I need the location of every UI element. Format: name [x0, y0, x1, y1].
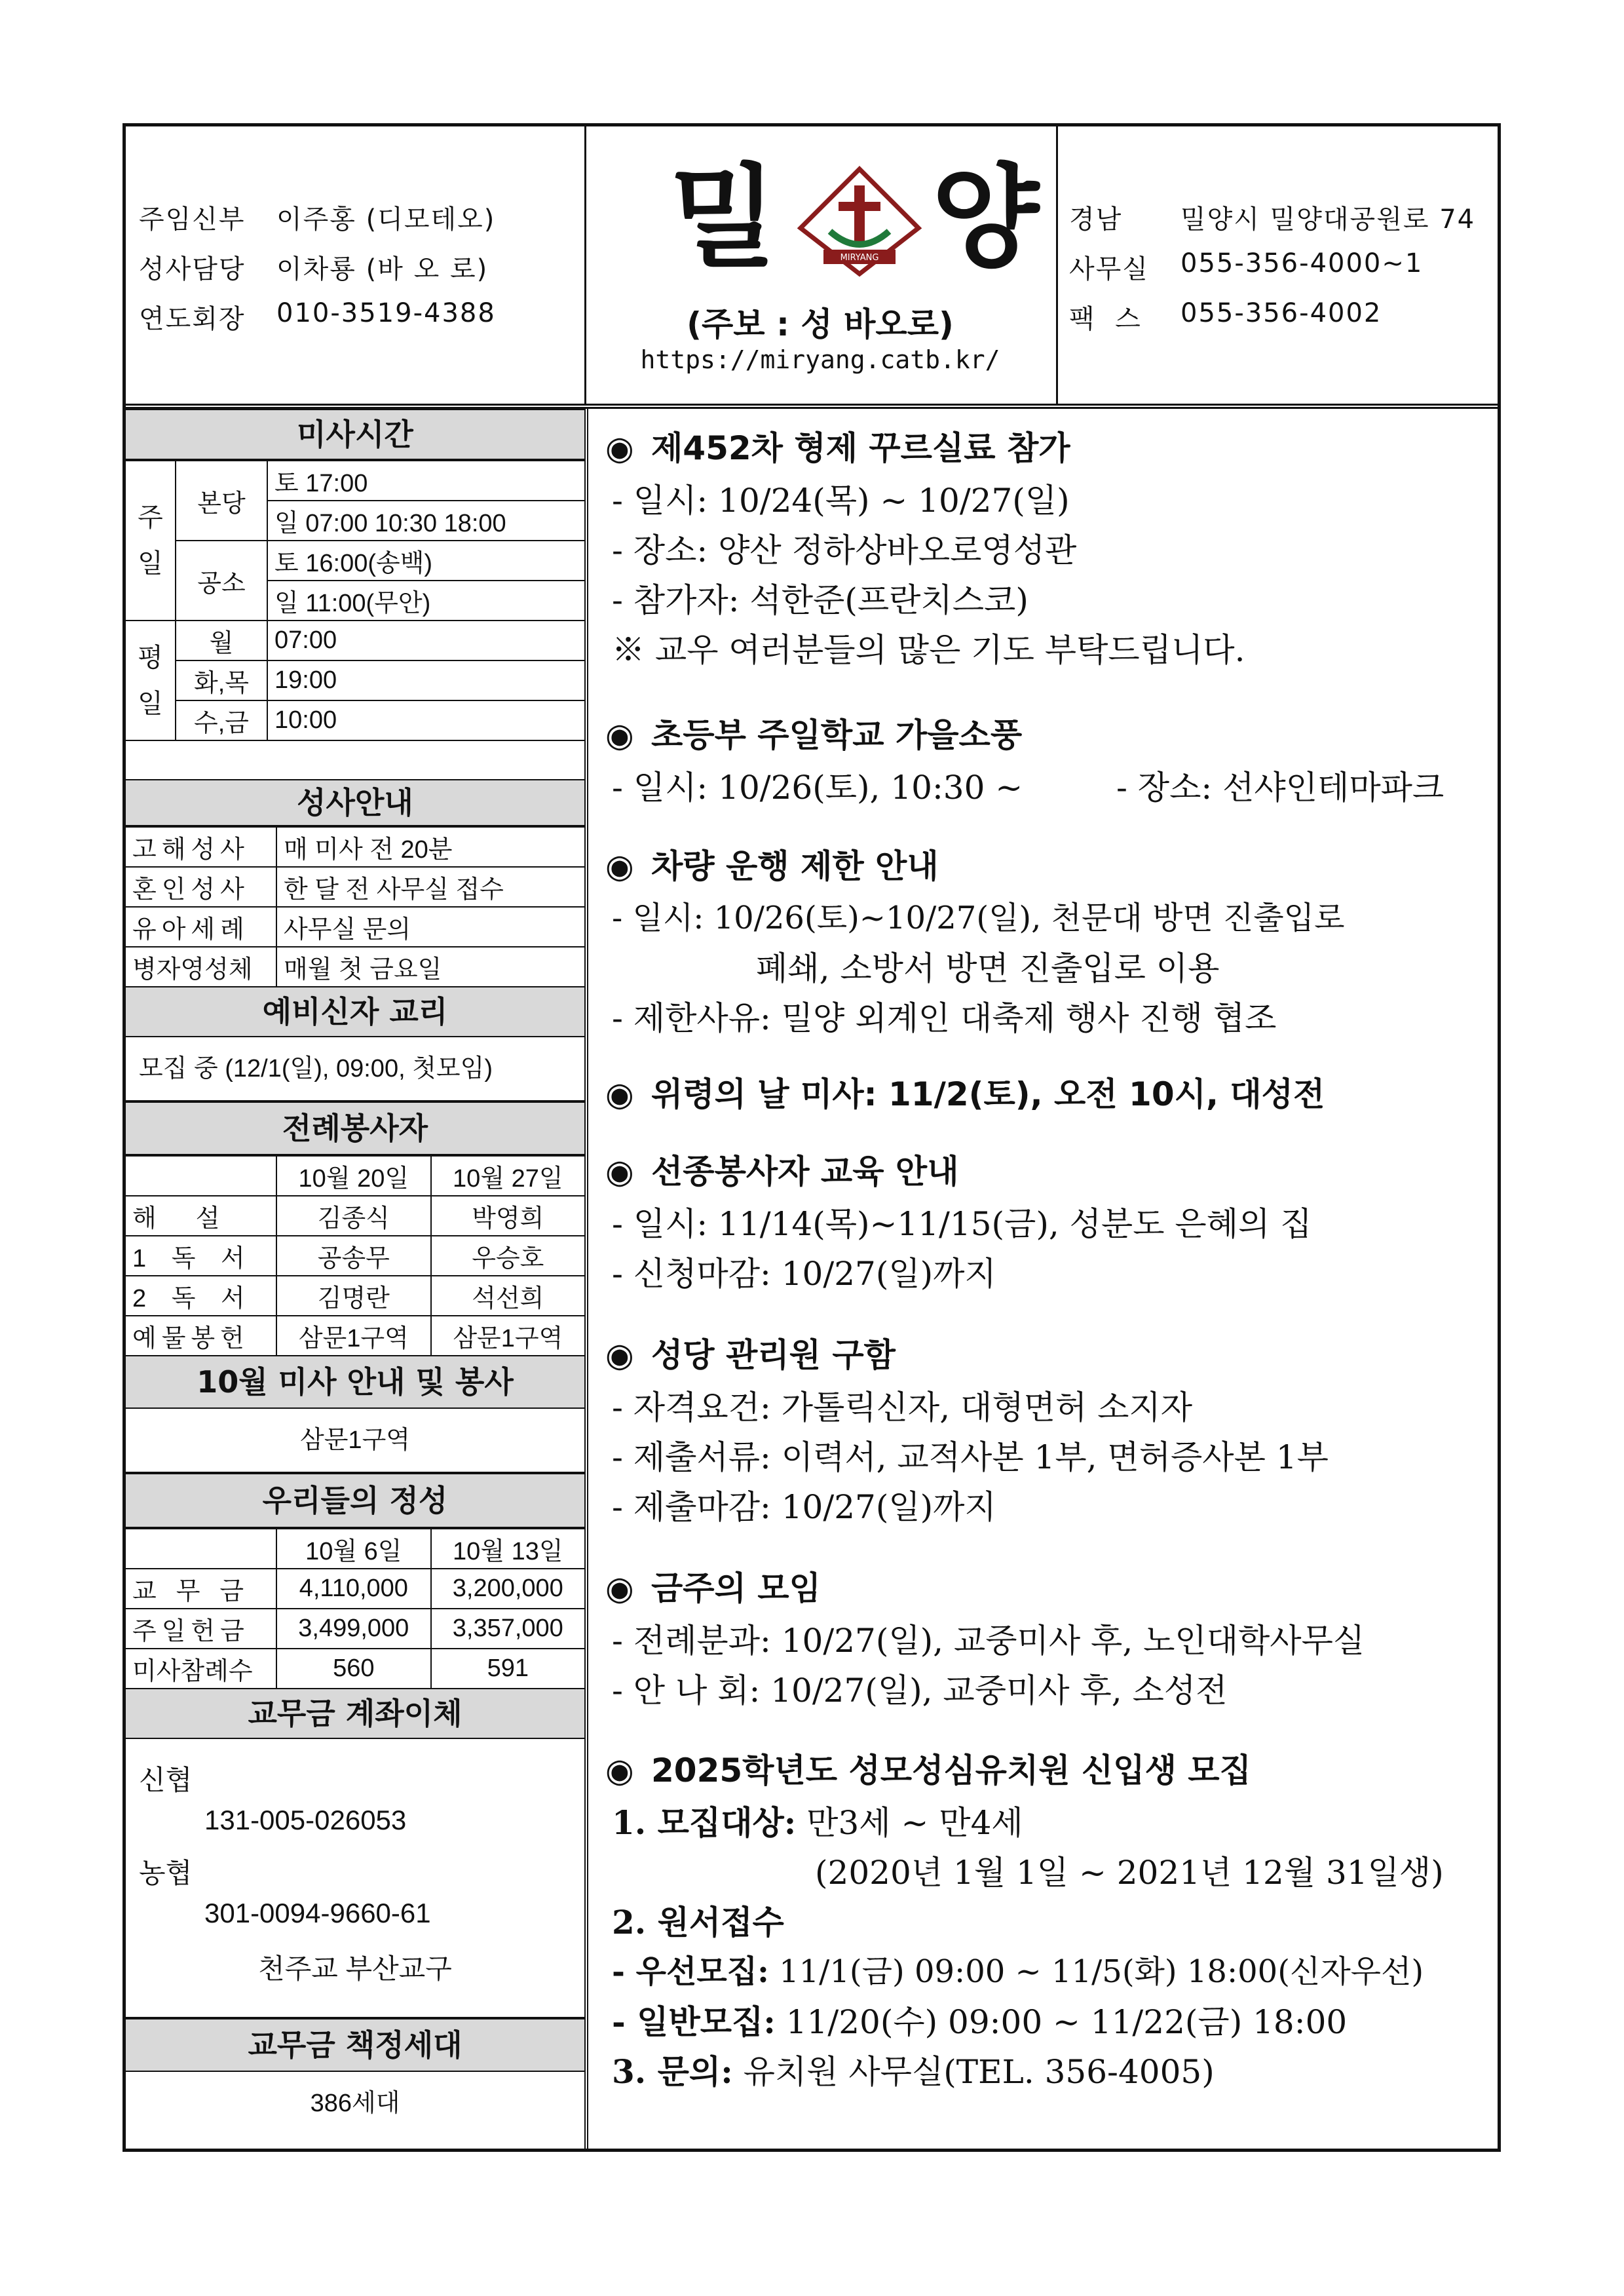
- fax-label: 팩 스: [1069, 304, 1142, 334]
- mass-time-sun-mission: 일 11:00(무안): [267, 581, 584, 621]
- offering-value: 3,499,000: [276, 1609, 431, 1649]
- sacraments-table: [126, 826, 584, 987]
- server-name: 박영희: [431, 1196, 584, 1236]
- notices-area: [592, 409, 1496, 2152]
- notice-line-value: 11/1(금) 09:00 ~ 11/5(화) 18:00(신자우선): [779, 1953, 1424, 1990]
- notice-title: [605, 422, 1070, 469]
- notice-line: 폐쇄, 소방서 방면 진출입로 이용: [756, 949, 1220, 987]
- account-holder: 천주교 부산교구: [258, 1953, 452, 1984]
- offering-corner: [126, 1529, 276, 1569]
- servers-table: [126, 1155, 584, 1356]
- address-value: 밀양시 밀양대공원로 74: [1180, 204, 1476, 235]
- server-name: 공송무: [276, 1236, 431, 1276]
- radio-bullet-icon: ◉: [605, 1075, 634, 1113]
- sacraments-header: 성사안내: [126, 779, 584, 826]
- notice-line-label: - 우선모집:: [612, 1953, 769, 1990]
- notice-title: [605, 1145, 959, 1193]
- notice-line-label: 1. 모집대상:: [612, 1803, 797, 1842]
- sacrament-label: 고해성사: [126, 827, 276, 867]
- servers-header: 전례봉사자: [126, 1101, 584, 1155]
- offering-label: 주일헌금: [126, 1609, 276, 1649]
- notice-title: [605, 1068, 1325, 1115]
- bank-name: 농협: [139, 1858, 193, 1888]
- mass-time-sun-main: 일 07:00 10:30 18:00: [267, 501, 584, 541]
- notice-line: [612, 2046, 1215, 2093]
- bulletin-frame: [123, 123, 1501, 2152]
- weekday-time: 10:00: [267, 700, 584, 740]
- notice-title-text: 금주의 모임: [651, 1569, 821, 1607]
- sacrament-priest-name: 이차룡 (바 오 로): [276, 254, 489, 284]
- offering-value: 560: [276, 1649, 431, 1689]
- mass-time-sat-mission: 토 16:00(송백): [267, 541, 584, 581]
- offering-value: 3,200,000: [431, 1569, 584, 1609]
- weekday-time: 19:00: [267, 660, 584, 700]
- notice-line-label: - 일반모집:: [612, 2002, 776, 2041]
- offering-header: 우리들의 정성: [126, 1473, 584, 1528]
- server-name: 우승호: [431, 1236, 584, 1276]
- sunday-label: 주일: [126, 461, 176, 621]
- parish-title: [670, 153, 1063, 284]
- main-church-label: 본당: [176, 461, 267, 541]
- radio-bullet-icon: ◉: [605, 716, 634, 754]
- notice-line: - 자격요건: 가톨릭신자, 대형면허 소지자: [612, 1388, 1193, 1426]
- office-phone: 055-356-4000~1: [1180, 248, 1424, 278]
- notice-line: - 안 나 회: 10/27(일), 교중미사 후, 소성전: [612, 1672, 1228, 1710]
- notice-line: [612, 1797, 1023, 1844]
- servers-corner: [126, 1156, 276, 1196]
- notice-line: - 일시: 10/24(목) ~ 10/27(일): [612, 482, 1070, 520]
- sacrament-value: 사무실 문의: [276, 907, 584, 947]
- mass-times-header: 미사시간: [126, 409, 584, 460]
- title-char-right: 양: [932, 153, 1040, 283]
- server-role: 예물봉헌: [126, 1316, 276, 1356]
- households-text: 386세대: [310, 2090, 400, 2117]
- notice-line: - 일시: 10/26(토), 10:30 ~: [612, 769, 1023, 807]
- notice-title: [605, 1329, 896, 1376]
- radio-bullet-icon: ◉: [605, 1751, 634, 1789]
- notice-title: [605, 1562, 821, 1609]
- transfer-header: 교무금 계좌이체: [126, 1688, 584, 1739]
- weekday-label: 평일: [126, 621, 176, 740]
- council-phone: 010-3519-4388: [276, 298, 496, 328]
- notice-title: [605, 1744, 1251, 1791]
- sacrament-label: 유아세례: [126, 907, 276, 947]
- sacrament-label: 병자영성체: [126, 947, 276, 987]
- logo-text: MIRYANG: [840, 253, 879, 263]
- weekday-day: 수,금: [176, 700, 267, 740]
- account-number: 301-0094-9660-61: [204, 1898, 431, 1928]
- households-header: 교무금 책정세대: [126, 2018, 584, 2072]
- address-region: 경남: [1069, 204, 1123, 235]
- server-name: 석선희: [431, 1276, 584, 1316]
- server-name: 삼문1구역: [431, 1316, 584, 1356]
- notice-line: (2020년 1월 1일 ~ 2021년 12월 31일생): [815, 1854, 1444, 1892]
- notice-line: - 전례분과: 10/27(일), 교중미사 후, 노인대학사무실: [612, 1622, 1365, 1660]
- notice-line: - 장소: 선샤인테마파크: [1116, 769, 1445, 807]
- catechumen-text: 모집 중 (12/1(일), 09:00, 첫모임): [126, 1037, 584, 1101]
- offering-label: 미사참례수: [126, 1649, 276, 1689]
- priest-name: 이주홍 (디모테오): [276, 204, 496, 235]
- title-char-left: 밀: [670, 153, 778, 283]
- offering-label: 교무금: [126, 1569, 276, 1609]
- radio-bullet-icon: ◉: [605, 1569, 634, 1607]
- mass-times-table: [126, 460, 584, 741]
- radio-bullet-icon: ◉: [605, 847, 634, 885]
- sacrament-label: 혼인성사: [126, 867, 276, 907]
- parish-logo-icon: [794, 166, 925, 277]
- notice-title: [605, 840, 939, 887]
- radio-bullet-icon: ◉: [605, 1153, 634, 1191]
- notice-line: ※ 교우 여러분들의 많은 기도 부탁드립니다.: [612, 631, 1245, 669]
- notice-title-text: 선종봉사자 교육 안내: [651, 1153, 959, 1191]
- fax-number: 055-356-4002: [1180, 298, 1382, 328]
- sidebar-divider: [584, 409, 588, 2152]
- left-sidebar: [126, 409, 584, 2152]
- mission-label: 공소: [176, 541, 267, 621]
- council-label: 연도회장: [139, 304, 246, 334]
- notice-title-text: 위령의 날 미사: 11/2(토), 오전 10시, 대성전: [651, 1075, 1325, 1113]
- october-text: 삼문1구역: [126, 1409, 584, 1473]
- notice-line: - 제출서류: 이력서, 교적사본 1부, 면허증사본 1부: [612, 1438, 1329, 1476]
- server-name: 김명란: [276, 1276, 431, 1316]
- notice-line: - 제한사유: 밀양 외계인 대축제 행사 진행 협조: [612, 999, 1277, 1037]
- notice-line-value: 11/20(수) 09:00 ~ 11/22(금) 18:00: [785, 2003, 1348, 2041]
- notice-line: - 일시: 11/14(목)~11/15(금), 성분도 은혜의 집: [612, 1205, 1312, 1243]
- notice-title-text: 차량 운행 제한 안내: [651, 847, 939, 885]
- bank-name: 신협: [139, 1765, 193, 1795]
- servers-col: 10월 27일: [431, 1156, 584, 1196]
- servers-col: 10월 20일: [276, 1156, 431, 1196]
- weekly-patron: (주보 : 성 바오로): [687, 305, 954, 343]
- notice-title-text: 성당 관리원 구함: [651, 1336, 896, 1374]
- priest-label: 주임신부: [139, 204, 246, 235]
- offering-value: 591: [431, 1649, 584, 1689]
- weekday-day: 화,목: [176, 660, 267, 700]
- offering-col: 10월 13일: [431, 1529, 584, 1569]
- header-separator: [126, 404, 1498, 409]
- server-name: 김종식: [276, 1196, 431, 1236]
- notice-title: [605, 709, 1022, 756]
- radio-bullet-icon: ◉: [605, 1336, 634, 1374]
- notice-title-text: 2025학년도 성모성심유치원 신입생 모집: [651, 1751, 1251, 1789]
- weekday-time: 07:00: [267, 621, 584, 660]
- notice-line: [612, 1996, 1347, 2043]
- sacrament-value: 매 미사 전 20분: [276, 827, 584, 867]
- notice-title-text: 초등부 주일학교 가을소풍: [651, 716, 1023, 754]
- offering-col: 10월 6일: [276, 1529, 431, 1569]
- offering-value: 3,357,000: [431, 1609, 584, 1649]
- notice-title-text: 제452차 형제 꾸르실료 참가: [651, 429, 1070, 467]
- notice-line-value: 유치원 사무실(TEL. 356-4005): [743, 2053, 1215, 2091]
- october-header: 10월 미사 안내 및 봉사: [126, 1355, 584, 1409]
- notice-line: - 신청마감: 10/27(일)까지: [612, 1255, 996, 1293]
- server-role: 1 독 서: [126, 1236, 276, 1276]
- notice-line: 2. 원서접수: [612, 1903, 784, 1942]
- offering-value: 4,110,000: [276, 1569, 431, 1609]
- notice-line: [612, 1946, 1424, 1991]
- weekday-day: 월: [176, 621, 267, 660]
- sacrament-value: 매월 첫 금요일: [276, 947, 584, 987]
- radio-bullet-icon: ◉: [605, 429, 634, 467]
- catechumen-header: 예비신자 교리: [126, 986, 584, 1037]
- mass-time-sat-main: 토 17:00: [267, 461, 584, 501]
- notice-line: - 제출마감: 10/27(일)까지: [612, 1488, 996, 1526]
- offering-table: [126, 1528, 584, 1689]
- notice-line-value: 만3세 ~ 만4세: [806, 1804, 1023, 1842]
- server-name: 삼문1구역: [276, 1316, 431, 1356]
- parish-url[interactable]: https://miryang.catb.kr/: [640, 345, 1000, 374]
- sacrament-value: 한 달 전 사무실 접수: [276, 867, 584, 907]
- account-number: 131-005-026053: [204, 1805, 407, 1835]
- server-role: 해설: [126, 1196, 276, 1236]
- bulletin-header: [126, 126, 1498, 407]
- transfer-box: [126, 1739, 584, 2018]
- notice-line-label: 3. 문의:: [612, 2052, 733, 2091]
- office-label: 사무실: [1069, 254, 1149, 284]
- notice-line: - 일시: 10/26(토)~10/27(일), 천문대 방면 진출입로: [612, 900, 1345, 936]
- sacrament-priest-label: 성사담당: [139, 254, 246, 284]
- notice-line: - 참가자: 석한준(프란치스코): [612, 581, 1029, 619]
- notice-line: - 장소: 양산 정하상바오로영성관: [612, 531, 1077, 569]
- server-role: 2 독 서: [126, 1276, 276, 1316]
